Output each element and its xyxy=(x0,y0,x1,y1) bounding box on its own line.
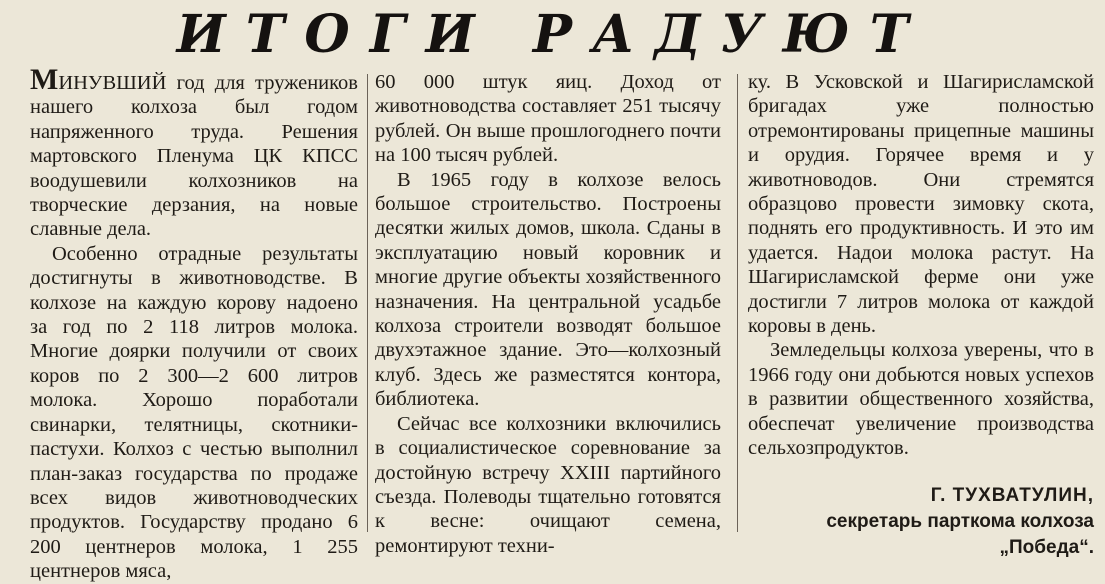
paragraph-5: Сейчас все колхозники включились в социалистическое соревнование за достойную встречу XXIII партийного съезда. Полеводы тщательно готовятся к весне: очищают семена, ремонтируют техни- xyxy=(375,412,721,557)
paragraph-7: Земледельцы колхоза уверены, что в 1966 году они добьются новых успехов в развитии общественного хозяйства, обеспечат увеличение производства сельхозпродуктов. xyxy=(748,339,1094,460)
paragraph-3: 60 000 штук яиц. Доход от животноводства составляет 251 тысячу рублей. Он выше прошлогоднего почти на 100 тысяч рублей. xyxy=(375,71,721,167)
column-divider-2 xyxy=(737,74,738,532)
paragraph-2: Особенно отрадные результаты достигнуты в животноводстве. В колхозе на каждую корову надоено за год по 2 118 литров молока. Многие доярки получили от своих коров по 2 300—2 600 литров молока. Хорошо поработали свинарки, телятницы, скотники-пастухи. Колхоз с честью выполнил план-заказ государства по продаже всех видов животноводческих продуктов. Государству продано 6 200 центнеров молока, 1 255 центнеров мяса, xyxy=(30,242,358,583)
paragraph-6: ку. В Усковской и Шагирисламской бригадах уже полностью отремонтированы прицепные машины и орудия. Горячее время и у животноводов. Они стремятся образцово провести зимовку скота, поднять его продуктивность. И это им удается. Надои молока растут. На Шагирисламской ферме они уже достигли 7 литров молока от каждой коровы в день. xyxy=(748,71,1094,338)
column-3 xyxy=(748,70,1094,558)
column-divider-1 xyxy=(367,74,368,532)
column-1 xyxy=(30,63,358,583)
headline: ИТОГИ РАДУЮТ xyxy=(176,4,929,65)
author-role: секретарь парткома колхоза xyxy=(826,510,1094,532)
paragraph-1-text: ИНУВШИЙ год для тружеников нашего колхоза был годом напряженного труда. Решения мартовского Пленума ЦК КПСС воодушевили колхозников на творческие дерзания, на новые славные дела. xyxy=(30,72,358,241)
author-organization: „Победа“. xyxy=(999,536,1094,558)
author-name: Г. ТУХВАТУЛИН, xyxy=(930,484,1094,506)
paragraph-4: В 1965 году в колхозе велось большое строительство. Построены десятки жилых домов, школа. Сданы в эксплуатацию новый коровник и многие другие объекты хозяйственного назначения. На центральной усадьбе колхоза строители возводят большое двухэтажное здание. Это—колхозный клуб. Здесь же разместятся контора, библиотека. xyxy=(375,168,721,411)
signature-block xyxy=(748,483,1094,561)
paragraph-1 xyxy=(30,63,358,242)
drop-cap: М xyxy=(30,63,59,96)
column-2 xyxy=(375,70,721,557)
